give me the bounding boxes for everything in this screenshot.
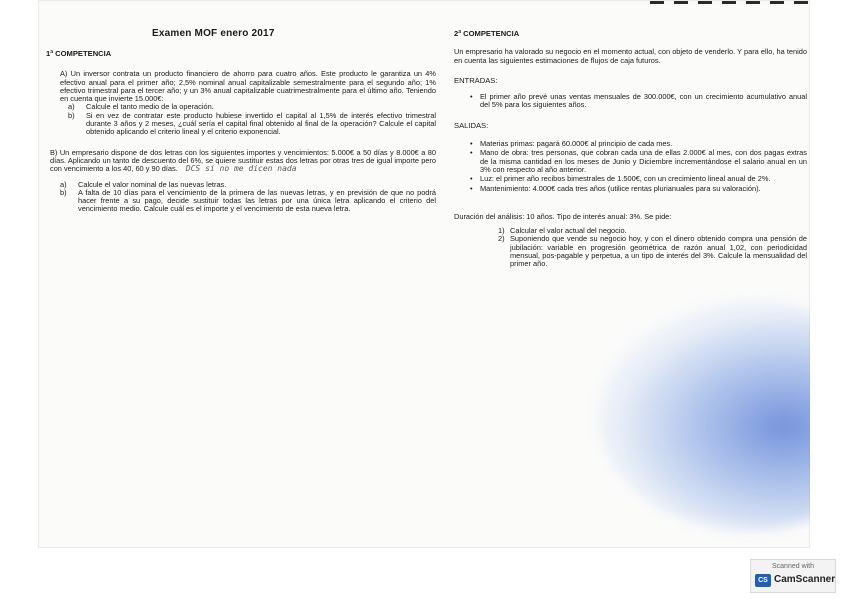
entradas-label: ENTRADAS: xyxy=(454,75,498,85)
section-a-items xyxy=(46,103,436,136)
exam-title: Examen MOF enero 2017 xyxy=(152,28,275,39)
dashed-line xyxy=(650,1,810,4)
list-item: • Luz: el primer año recibos bimestrales de 1.500€, con un crecimiento lineal anual de 2%. xyxy=(454,175,807,183)
blue-smudge xyxy=(598,300,810,530)
handwritten-note: DCS si no me dicen nada xyxy=(185,164,297,174)
entradas-list xyxy=(454,93,807,110)
heading-competencia-2: 2ª COMPETENCIA xyxy=(454,29,520,38)
intro-paragraph: Un empresario ha valorado su negocio en el momento actual, con objeto de venderlo. Y para ello, ha tenido en cuenta las siguientes estimaciones de flujos de caja futuros. xyxy=(454,47,807,65)
list-item: 2) Suponiendo que vende su negocio hoy, y con el dinero obtenido compra una pensión de jubilación: variable en progresión geométrica de razón anual 1,02, con periodicidad mensual, pos-pagable y perpetua, a un tipo de interés del 3%. Calcule la mensualidad del primer año. xyxy=(498,234,807,269)
watermark-brand: CamScanner xyxy=(774,574,836,585)
list-item: 1) Calcular el valor actual del negocio. xyxy=(498,226,627,236)
section-b-intro: B) Un empresario dispone de dos letras con los siguientes importes y vencimientos: 5.000€ a 50 días y 8.000€ a 80 días. Aplicando un tanto de descuento del 6%, se quiere sustituir estas dos letras por otras tres de igual importe pero con vencimiento a los 40, 60 y 90 días. DCS si no me dicen nada xyxy=(50,147,436,174)
right-column xyxy=(454,30,807,269)
questions-list xyxy=(454,227,807,268)
heading-competencia-1: 1ª COMPETENCIA xyxy=(46,49,112,58)
list-item: b) A falta de 10 días para el vencimiento de la primera de las nuevas letras, y en previsión de que no podrá hacer frente a su pago, decide sustituir todas las letras por una única letra aplicando el criterio del vencimiento medio. Calcule cuál es el importe y el vencimiento de esta nueva letra. xyxy=(60,187,436,214)
list-item: • Materias primas: pagará 60.000€ al principio de cada mes. xyxy=(454,140,807,148)
camscanner-watermark xyxy=(750,559,836,593)
analysis-duration: Duración del análisis: 10 años. Tipo de interés anual: 3%. Se pide: xyxy=(454,211,672,221)
list-item: • Mantenimiento: 4.000€ cada tres años (utilice rentas plurianuales para su valoración). xyxy=(454,185,807,193)
watermark-caption: Scanned with xyxy=(771,563,815,570)
left-column xyxy=(46,28,436,214)
camscanner-logo-icon: CS xyxy=(755,574,771,587)
section-b-items xyxy=(46,181,436,214)
list-item: • El primer año prevé unas ventas mensuales de 300.000€, con un crecimiento acumulativo anual del 5% para los siguientes años. xyxy=(454,93,807,110)
salidas-list xyxy=(454,140,807,193)
scanned-page xyxy=(38,0,810,548)
list-item: b) Si en vez de contratar este producto hubiese invertido el capital al 1,5% de interés efectivo trimestral durante 3 años y 2 meses, ¿cuál sería el capital final obtenido al final de la operación? Calcule el capital obtenido aplicando el criterio lineal y el criterio exponencial. xyxy=(68,110,436,137)
salidas-label: SALIDAS: xyxy=(454,120,489,130)
list-item: • Mano de obra: tres personas, que cobran cada una de ellas 2.000€ al mes, con dos pagas extras de la misma cantidad en los meses de Junio y Diciembre incrementándose el salario anual en un 3% con respecto al año anterior. xyxy=(454,149,807,174)
section-a-intro: A) Un inversor contrata un producto financiero de ahorro para cuatro años. Este producto le garantiza un 4% efectivo anual para el primer año; 2,5% nominal anual capitalizable semestralmente para el segundo año; 1% efectivo trimestral para el tercer año; y un 3% anual capitalizable cuatrimestralmente para el último año. Teniendo en cuenta que invierte 15.000€: xyxy=(60,69,436,104)
list-item: a) Calcule el tanto medio de la operación. xyxy=(68,102,214,112)
list-item: a) Calcule el valor nominal de las nuevas letras. xyxy=(60,179,227,189)
